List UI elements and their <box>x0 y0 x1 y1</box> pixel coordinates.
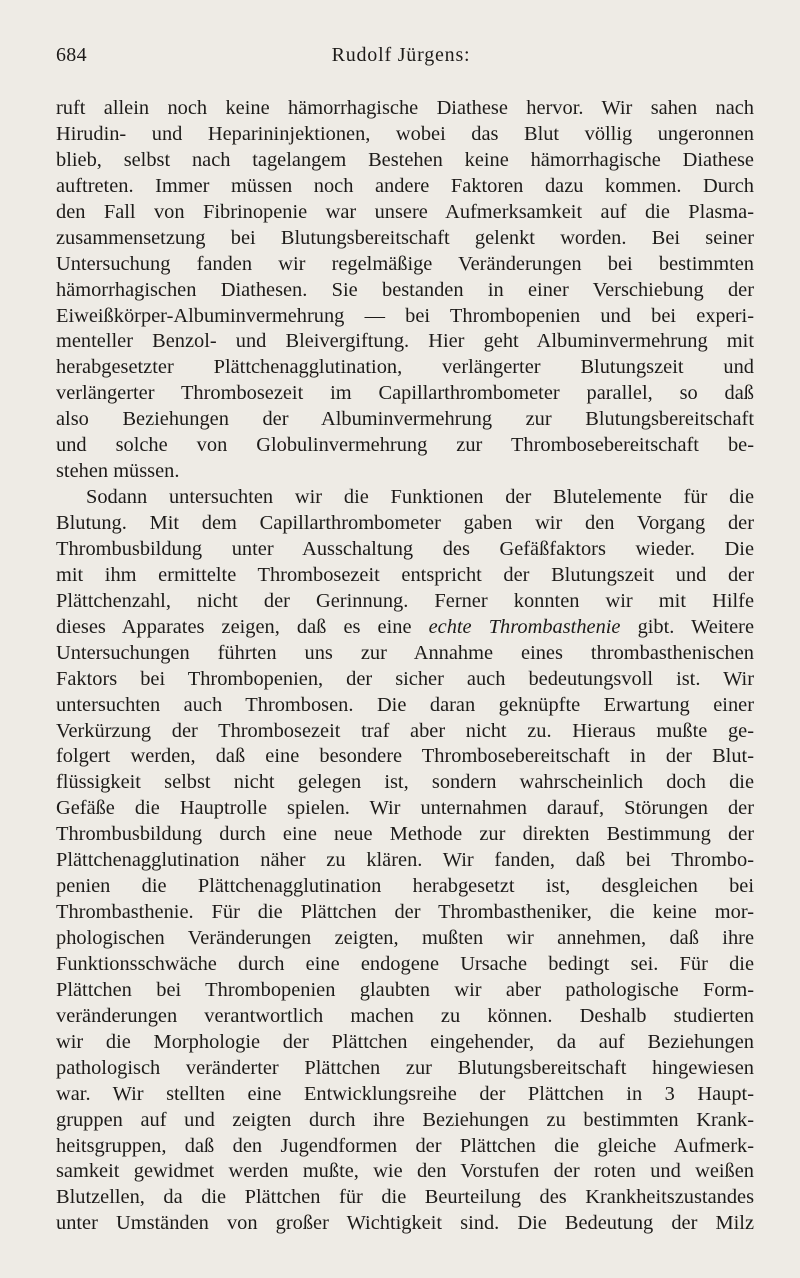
text-line: verlängerter Thrombosezeit im Capillarthrombometer parallel, so daß <box>56 382 754 405</box>
running-title: Rudolf Jürgens: <box>331 44 471 66</box>
text-line: penien die Plättchenagglutination herabgesetzt ist, desgleichen bei <box>56 875 754 898</box>
text-line: samkeit gewidmet werden mußte, wie den Vorstufen der roten und weißen <box>56 1160 754 1183</box>
text-line: herabgesetzter Plättchenagglutination, verlängerter Blutungszeit und <box>56 356 754 379</box>
text-line: Plättchen bei Thrombopenien glaubten wir aber pathologische Form- <box>56 978 754 1001</box>
text-line: Thrombasthenie. Für die Plättchen der Thrombastheniker, die keine mor- <box>56 901 754 924</box>
text-line: gruppen auf und zeigten durch ihre Beziehungen zu bestimmten Krank- <box>56 1108 754 1131</box>
text-line: phologischen Veränderungen zeigten, mußten wir annehmen, daß ihre <box>56 927 754 949</box>
paragraph-2 <box>56 485 754 1237</box>
text-line: war. Wir stellten eine Entwicklungsreihe der Plättchen in 3 Haupt- <box>56 1082 754 1105</box>
text-line: Eiweißkörper-Albuminvermehrung — bei Thrombopenien und bei experi- <box>56 304 754 327</box>
text-line: flüssigkeit selbst nicht gelegen ist, sondern wahrscheinlich doch die <box>56 771 754 794</box>
text-line: Hirudin- und Heparininjektionen, wobei das Blut völlig ungeronnen <box>56 122 754 145</box>
text-line: untersuchten auch Thrombosen. Die daran geknüpfte Erwartung einer <box>56 693 754 716</box>
text-line: Untersuchungen führten uns zur Annahme eines thrombasthenischen <box>56 641 754 664</box>
text-line: Untersuchung fanden wir regelmäßige Veränderungen bei bestimmten <box>56 252 754 275</box>
page-number: 684 <box>56 44 87 66</box>
text-line: veränderungen verantwortlich machen zu können. Deshalb studierten <box>56 1004 754 1027</box>
text-line: hämorrhagischen Diathesen. Sie bestanden in einer Verschiebung der <box>56 278 754 301</box>
text-line: auftreten. Immer müssen noch andere Faktoren dazu kommen. Durch <box>56 174 754 197</box>
paragraph-1 <box>56 96 754 485</box>
text-line: Plättchenagglutination näher zu klären. Wir fanden, daß bei Thrombo- <box>56 849 754 872</box>
text-line: zusammensetzung bei Blutungsbereitschaft gelenkt worden. Bei seiner <box>56 226 754 249</box>
text-line: ruft allein noch keine hämorrhagische Diathese hervor. Wir sahen nach <box>56 97 754 119</box>
text-segment: gibt. Weitere <box>620 615 754 638</box>
text-line: Thrombusbildung unter Ausschaltung des Gefäßfaktors wieder. Die <box>56 537 754 560</box>
text-line: den Fall von Fibrinopenie war unsere Aufmerksamkeit auf die Plasma- <box>56 200 754 223</box>
text-line: menteller Benzol- und Bleivergiftung. Hier geht Albuminvermehrung mit <box>56 330 754 353</box>
text-line: unter Umständen von großer Wichtigkeit sind. Die Bedeutung der Milz <box>56 1212 754 1235</box>
text-line: Verkürzung der Thrombosezeit traf aber nicht zu. Hieraus mußte ge- <box>56 719 754 742</box>
italic-term: echte Thrombasthenie <box>428 615 621 638</box>
text-line: Plättchenzahl, nicht der Gerinnung. Ferner konnten wir mit Hilfe <box>56 589 754 612</box>
text-line: Blutzellen, da die Plättchen für die Beurteilung des Krankheitszustandes <box>56 1186 754 1209</box>
text-line: wir die Morphologie der Plättchen eingehender, da auf Beziehungen <box>56 1030 754 1053</box>
text-line: pathologisch veränderter Plättchen zur Blutungsbereitschaft hingewiesen <box>56 1056 754 1079</box>
text-segment: dieses Apparates zeigen, daß es eine <box>56 615 429 638</box>
text-line: also Beziehungen der Albuminvermehrung zur Blutungsbereitschaft <box>56 408 754 431</box>
text-line: Funktionsschwäche durch eine endogene Ursache bedingt sei. Für die <box>56 952 754 975</box>
text-line: mit ihm ermittelte Thrombosezeit entspricht der Blutungszeit und der <box>56 563 754 586</box>
page-header <box>56 44 746 74</box>
text-line: stehen müssen. <box>56 460 180 483</box>
text-line: und solche von Globulinvermehrung zur Thrombosebereitschaft be- <box>56 434 754 457</box>
text-line: heitsgruppen, daß den Jugendformen der Plättchen die gleiche Aufmerk- <box>56 1134 754 1157</box>
text-line: Blutung. Mit dem Capillarthrombometer gaben wir den Vorgang der <box>56 512 754 534</box>
text-line: Sodann untersuchten wir die Funktionen der Blutelemente für die <box>86 486 754 509</box>
text-line: Gefäße die Hauptrolle spielen. Wir unternahmen darauf, Störungen der <box>56 797 754 820</box>
text-line: Thrombusbildung durch eine neue Methode zur direkten Bestimmung der <box>56 823 754 846</box>
text-line <box>56 615 754 641</box>
text-line: Faktors bei Thrombopenien, der sicher auch bedeutungsvoll ist. Wir <box>56 667 754 690</box>
text-line: blieb, selbst nach tagelangem Bestehen keine hämorrhagische Diathese <box>56 148 754 171</box>
text-line: folgert werden, daß eine besondere Thrombosebereitschaft in der Blut- <box>56 745 754 768</box>
body-text <box>56 96 754 1237</box>
